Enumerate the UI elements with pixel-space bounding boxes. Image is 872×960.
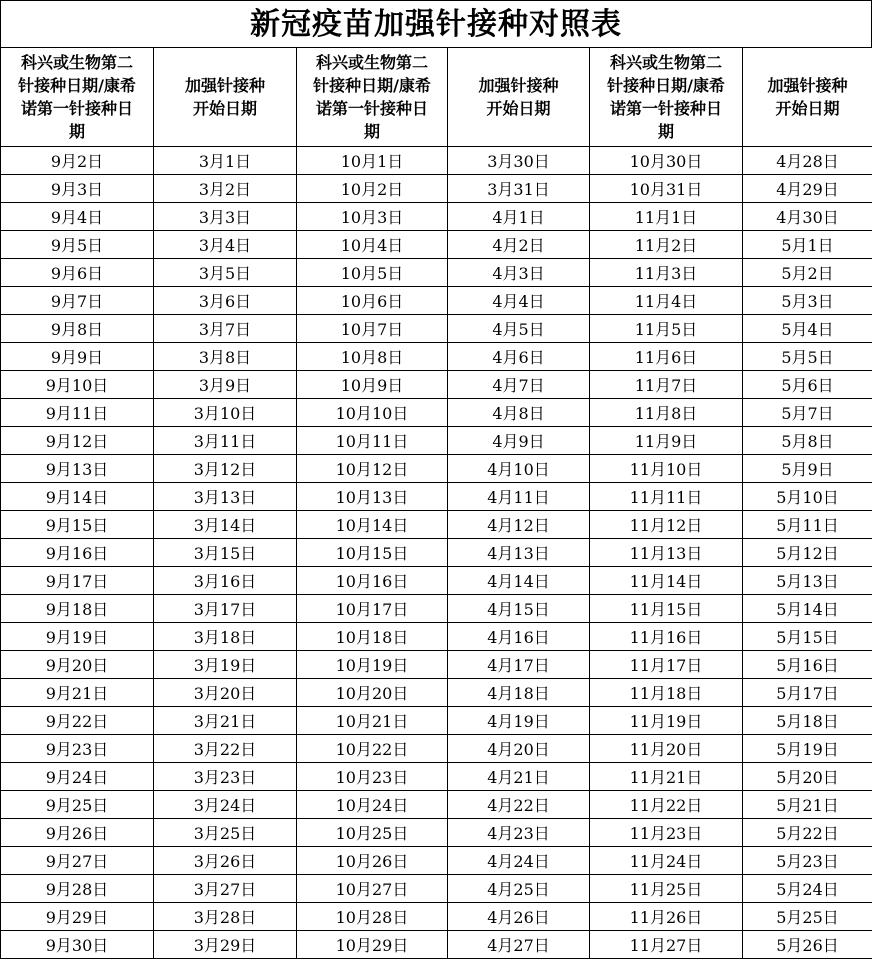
first-dose-date-cell: 11月9日: [590, 427, 743, 455]
first-dose-date-cell: 9月6日: [1, 259, 154, 287]
booster-start-date-cell: 4月28日: [743, 147, 872, 175]
booster-start-date-cell: 5月15日: [743, 623, 872, 651]
first-dose-date-cell: 11月21日: [590, 763, 743, 791]
first-dose-date-cell: 10月29日: [297, 931, 448, 959]
first-dose-date-cell: 11月12日: [590, 511, 743, 539]
first-dose-date-cell: 11月26日: [590, 903, 743, 931]
booster-start-date-cell: 3月9日: [154, 371, 297, 399]
first-dose-date-cell: 9月29日: [1, 903, 154, 931]
booster-start-date-cell: 5月25日: [743, 903, 872, 931]
booster-start-date-cell: 5月8日: [743, 427, 872, 455]
table-row: [1, 315, 872, 343]
first-dose-date-cell: 9月28日: [1, 875, 154, 903]
first-dose-date-cell: 10月17日: [297, 595, 448, 623]
booster-start-date-cell: 5月20日: [743, 763, 872, 791]
first-dose-date-cell: 10月25日: [297, 819, 448, 847]
table-row: [1, 371, 872, 399]
table-row: [1, 903, 872, 931]
booster-start-date-cell: 5月26日: [743, 931, 872, 959]
first-dose-date-cell: 10月24日: [297, 791, 448, 819]
first-dose-date-cell: 10月12日: [297, 455, 448, 483]
first-dose-date-cell: 9月5日: [1, 231, 154, 259]
table-row: [1, 203, 872, 231]
first-dose-date-cell: 9月27日: [1, 847, 154, 875]
first-dose-date-cell: 11月24日: [590, 847, 743, 875]
booster-start-date-cell: 4月20日: [448, 735, 590, 763]
first-dose-date-cell: 11月6日: [590, 343, 743, 371]
booster-start-date-cell: 3月17日: [154, 595, 297, 623]
booster-start-date-cell: 4月8日: [448, 399, 590, 427]
first-dose-date-cell: 10月1日: [297, 147, 448, 175]
header-booster-start: 加强针接种 开始日期: [743, 48, 872, 147]
table-row: [1, 455, 872, 483]
booster-start-date-cell: 4月5日: [448, 315, 590, 343]
table-row: [1, 287, 872, 315]
first-dose-date-cell: 10月13日: [297, 483, 448, 511]
booster-start-date-cell: 4月4日: [448, 287, 590, 315]
first-dose-date-cell: 9月12日: [1, 427, 154, 455]
table-body: [1, 147, 872, 959]
first-dose-date-cell: 11月5日: [590, 315, 743, 343]
first-dose-date-cell: 10月28日: [297, 903, 448, 931]
header-first-dose: 科兴或生物第二 针接种日期/康希 诺第一针接种日 期: [1, 48, 154, 147]
booster-start-date-cell: 3月22日: [154, 735, 297, 763]
first-dose-date-cell: 9月21日: [1, 679, 154, 707]
booster-start-date-cell: 3月25日: [154, 819, 297, 847]
table-row: [1, 595, 872, 623]
first-dose-date-cell: 11月2日: [590, 231, 743, 259]
booster-start-date-cell: 4月27日: [448, 931, 590, 959]
booster-start-date-cell: 3月7日: [154, 315, 297, 343]
first-dose-date-cell: 9月20日: [1, 651, 154, 679]
booster-start-date-cell: 5月9日: [743, 455, 872, 483]
table-row: [1, 259, 872, 287]
booster-start-date-cell: 5月12日: [743, 539, 872, 567]
first-dose-date-cell: 11月16日: [590, 623, 743, 651]
booster-start-date-cell: 3月18日: [154, 623, 297, 651]
booster-start-date-cell: 4月10日: [448, 455, 590, 483]
table-row: [1, 483, 872, 511]
first-dose-date-cell: 10月11日: [297, 427, 448, 455]
booster-start-date-cell: 4月9日: [448, 427, 590, 455]
booster-start-date-cell: 4月12日: [448, 511, 590, 539]
booster-start-date-cell: 3月13日: [154, 483, 297, 511]
table-row: [1, 343, 872, 371]
booster-start-date-cell: 3月28日: [154, 903, 297, 931]
first-dose-date-cell: 11月11日: [590, 483, 743, 511]
booster-start-date-cell: 5月17日: [743, 679, 872, 707]
booster-start-date-cell: 5月21日: [743, 791, 872, 819]
booster-start-date-cell: 3月14日: [154, 511, 297, 539]
booster-start-date-cell: 5月4日: [743, 315, 872, 343]
first-dose-date-cell: 11月8日: [590, 399, 743, 427]
booster-start-date-cell: 5月2日: [743, 259, 872, 287]
first-dose-date-cell: 9月16日: [1, 539, 154, 567]
first-dose-date-cell: 9月11日: [1, 399, 154, 427]
header-first-dose: 科兴或生物第二 针接种日期/康希 诺第一针接种日 期: [297, 48, 448, 147]
booster-start-date-cell: 3月4日: [154, 231, 297, 259]
booster-start-date-cell: 4月11日: [448, 483, 590, 511]
booster-start-date-cell: 4月7日: [448, 371, 590, 399]
first-dose-date-cell: 9月22日: [1, 707, 154, 735]
header-first-dose: 科兴或生物第二 针接种日期/康希 诺第一针接种日 期: [590, 48, 743, 147]
first-dose-date-cell: 10月31日: [590, 175, 743, 203]
first-dose-date-cell: 9月7日: [1, 287, 154, 315]
table-row: [1, 427, 872, 455]
header-booster-start: 加强针接种 开始日期: [154, 48, 297, 147]
booster-start-date-cell: 4月26日: [448, 903, 590, 931]
first-dose-date-cell: 11月15日: [590, 595, 743, 623]
first-dose-date-cell: 9月8日: [1, 315, 154, 343]
table-row: [1, 791, 872, 819]
booster-start-date-cell: 4月15日: [448, 595, 590, 623]
booster-start-date-cell: 3月6日: [154, 287, 297, 315]
first-dose-date-cell: 9月25日: [1, 791, 154, 819]
first-dose-date-cell: 11月1日: [590, 203, 743, 231]
first-dose-date-cell: 9月19日: [1, 623, 154, 651]
first-dose-date-cell: 10月20日: [297, 679, 448, 707]
booster-start-date-cell: 4月14日: [448, 567, 590, 595]
booster-start-date-cell: 5月14日: [743, 595, 872, 623]
booster-start-date-cell: 4月3日: [448, 259, 590, 287]
first-dose-date-cell: 10月16日: [297, 567, 448, 595]
booster-start-date-cell: 5月19日: [743, 735, 872, 763]
booster-start-date-cell: 5月18日: [743, 707, 872, 735]
table-row: [1, 511, 872, 539]
first-dose-date-cell: 11月13日: [590, 539, 743, 567]
booster-start-date-cell: 3月21日: [154, 707, 297, 735]
first-dose-date-cell: 9月24日: [1, 763, 154, 791]
first-dose-date-cell: 10月10日: [297, 399, 448, 427]
first-dose-date-cell: 11月19日: [590, 707, 743, 735]
first-dose-date-cell: 9月23日: [1, 735, 154, 763]
booster-start-date-cell: 4月22日: [448, 791, 590, 819]
first-dose-date-cell: 9月18日: [1, 595, 154, 623]
first-dose-date-cell: 10月3日: [297, 203, 448, 231]
first-dose-date-cell: 11月14日: [590, 567, 743, 595]
booster-start-date-cell: 4月18日: [448, 679, 590, 707]
table-row: [1, 679, 872, 707]
first-dose-date-cell: 10月27日: [297, 875, 448, 903]
booster-start-date-cell: 4月2日: [448, 231, 590, 259]
first-dose-date-cell: 11月27日: [590, 931, 743, 959]
booster-start-date-cell: 4月21日: [448, 763, 590, 791]
first-dose-date-cell: 10月7日: [297, 315, 448, 343]
first-dose-date-cell: 10月8日: [297, 343, 448, 371]
first-dose-date-cell: 11月7日: [590, 371, 743, 399]
booster-start-date-cell: 3月5日: [154, 259, 297, 287]
first-dose-date-cell: 11月25日: [590, 875, 743, 903]
booster-start-date-cell: 3月3日: [154, 203, 297, 231]
first-dose-date-cell: 11月20日: [590, 735, 743, 763]
first-dose-date-cell: 9月2日: [1, 147, 154, 175]
first-dose-date-cell: 10月21日: [297, 707, 448, 735]
booster-start-date-cell: 5月3日: [743, 287, 872, 315]
booster-start-date-cell: 3月8日: [154, 343, 297, 371]
first-dose-date-cell: 9月9日: [1, 343, 154, 371]
first-dose-date-cell: 10月22日: [297, 735, 448, 763]
table-row: [1, 147, 872, 175]
first-dose-date-cell: 11月10日: [590, 455, 743, 483]
table-row: [1, 399, 872, 427]
booster-start-date-cell: 4月17日: [448, 651, 590, 679]
booster-start-date-cell: 3月2日: [154, 175, 297, 203]
booster-start-date-cell: 5月23日: [743, 847, 872, 875]
first-dose-date-cell: 10月15日: [297, 539, 448, 567]
booster-start-date-cell: 3月23日: [154, 763, 297, 791]
first-dose-date-cell: 11月18日: [590, 679, 743, 707]
booster-start-date-cell: 4月29日: [743, 175, 872, 203]
booster-start-date-cell: 3月16日: [154, 567, 297, 595]
booster-start-date-cell: 3月26日: [154, 847, 297, 875]
table-row: [1, 763, 872, 791]
booster-start-date-cell: 5月16日: [743, 651, 872, 679]
booster-start-date-cell: 4月13日: [448, 539, 590, 567]
booster-start-date-cell: 4月23日: [448, 819, 590, 847]
booster-start-date-cell: 4月6日: [448, 343, 590, 371]
first-dose-date-cell: 10月19日: [297, 651, 448, 679]
booster-start-date-cell: 3月30日: [448, 147, 590, 175]
first-dose-date-cell: 9月14日: [1, 483, 154, 511]
first-dose-date-cell: 10月14日: [297, 511, 448, 539]
first-dose-date-cell: 10月18日: [297, 623, 448, 651]
booster-start-date-cell: 5月10日: [743, 483, 872, 511]
header-row: [1, 48, 872, 147]
booster-start-date-cell: 5月1日: [743, 231, 872, 259]
booster-start-date-cell: 3月11日: [154, 427, 297, 455]
first-dose-date-cell: 10月23日: [297, 763, 448, 791]
schedule-table: [0, 47, 872, 959]
booster-start-date-cell: 3月15日: [154, 539, 297, 567]
booster-start-date-cell: 3月10日: [154, 399, 297, 427]
booster-start-date-cell: 4月30日: [743, 203, 872, 231]
first-dose-date-cell: 11月3日: [590, 259, 743, 287]
booster-start-date-cell: 5月7日: [743, 399, 872, 427]
first-dose-date-cell: 10月2日: [297, 175, 448, 203]
first-dose-date-cell: 10月26日: [297, 847, 448, 875]
booster-start-date-cell: 5月11日: [743, 511, 872, 539]
first-dose-date-cell: 10月9日: [297, 371, 448, 399]
first-dose-date-cell: 9月13日: [1, 455, 154, 483]
first-dose-date-cell: 11月17日: [590, 651, 743, 679]
first-dose-date-cell: 11月23日: [590, 819, 743, 847]
first-dose-date-cell: 11月4日: [590, 287, 743, 315]
booster-start-date-cell: 5月24日: [743, 875, 872, 903]
page-title: 新冠疫苗加强针接种对照表: [0, 0, 872, 48]
table-row: [1, 847, 872, 875]
first-dose-date-cell: 9月15日: [1, 511, 154, 539]
booster-start-date-cell: 4月16日: [448, 623, 590, 651]
table-row: [1, 623, 872, 651]
first-dose-date-cell: 9月30日: [1, 931, 154, 959]
first-dose-date-cell: 10月30日: [590, 147, 743, 175]
first-dose-date-cell: 9月4日: [1, 203, 154, 231]
booster-start-date-cell: 5月22日: [743, 819, 872, 847]
table-row: [1, 875, 872, 903]
booster-start-date-cell: 3月29日: [154, 931, 297, 959]
table-row: [1, 567, 872, 595]
booster-start-date-cell: 5月5日: [743, 343, 872, 371]
table-row: [1, 931, 872, 959]
table-row: [1, 539, 872, 567]
first-dose-date-cell: 9月26日: [1, 819, 154, 847]
booster-start-date-cell: 4月1日: [448, 203, 590, 231]
header-booster-start: 加强针接种 开始日期: [448, 48, 590, 147]
table-row: [1, 707, 872, 735]
first-dose-date-cell: 11月22日: [590, 791, 743, 819]
table-row: [1, 231, 872, 259]
first-dose-date-cell: 10月6日: [297, 287, 448, 315]
first-dose-date-cell: 9月10日: [1, 371, 154, 399]
table-row: [1, 735, 872, 763]
booster-start-date-cell: 4月25日: [448, 875, 590, 903]
table-row: [1, 819, 872, 847]
booster-start-date-cell: 5月6日: [743, 371, 872, 399]
table-row: [1, 175, 872, 203]
booster-start-date-cell: 4月24日: [448, 847, 590, 875]
booster-start-date-cell: 5月13日: [743, 567, 872, 595]
first-dose-date-cell: 10月4日: [297, 231, 448, 259]
first-dose-date-cell: 9月17日: [1, 567, 154, 595]
table-row: [1, 651, 872, 679]
booster-start-date-cell: 3月20日: [154, 679, 297, 707]
booster-start-date-cell: 3月19日: [154, 651, 297, 679]
first-dose-date-cell: 9月3日: [1, 175, 154, 203]
booster-start-date-cell: 3月31日: [448, 175, 590, 203]
first-dose-date-cell: 10月5日: [297, 259, 448, 287]
booster-start-date-cell: 3月24日: [154, 791, 297, 819]
booster-start-date-cell: 3月27日: [154, 875, 297, 903]
booster-start-date-cell: 3月1日: [154, 147, 297, 175]
booster-start-date-cell: 3月12日: [154, 455, 297, 483]
booster-start-date-cell: 4月19日: [448, 707, 590, 735]
